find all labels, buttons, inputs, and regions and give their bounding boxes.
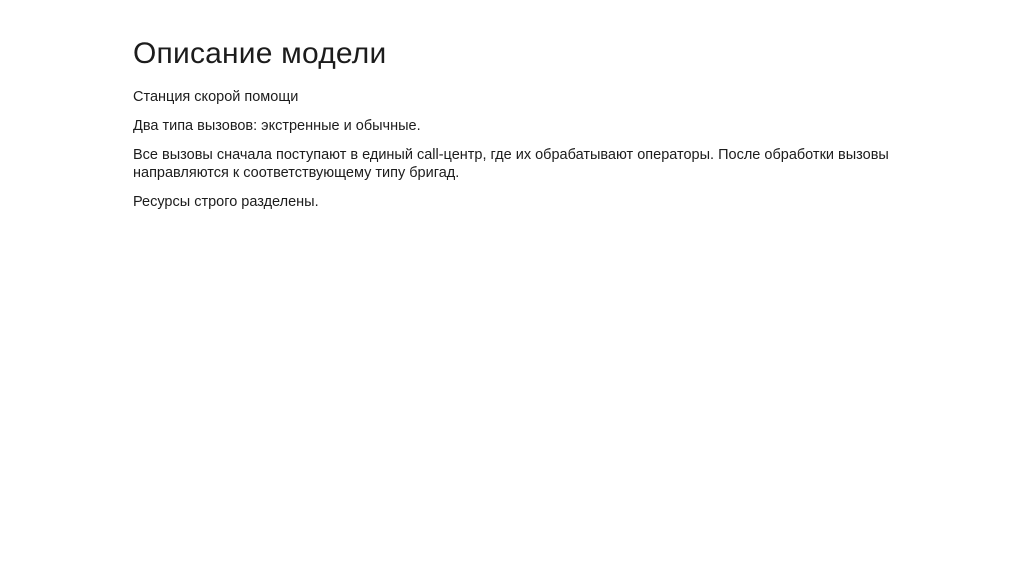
paragraph-call-types: Два типа вызовов: экстренные и обычные. (133, 118, 421, 134)
slide-title: Описание модели (133, 37, 387, 70)
paragraph-call-center: Все вызовы сначала поступают в единый call-центр, где их обрабатывают операторы. После обработки вызовы направляются к соответствующему типу бригад. (133, 147, 889, 181)
slide-body (133, 88, 913, 222)
paragraph-station: Станция скорой помощи (133, 89, 299, 105)
paragraph-resources: Ресурсы строго разделены. (133, 194, 319, 210)
